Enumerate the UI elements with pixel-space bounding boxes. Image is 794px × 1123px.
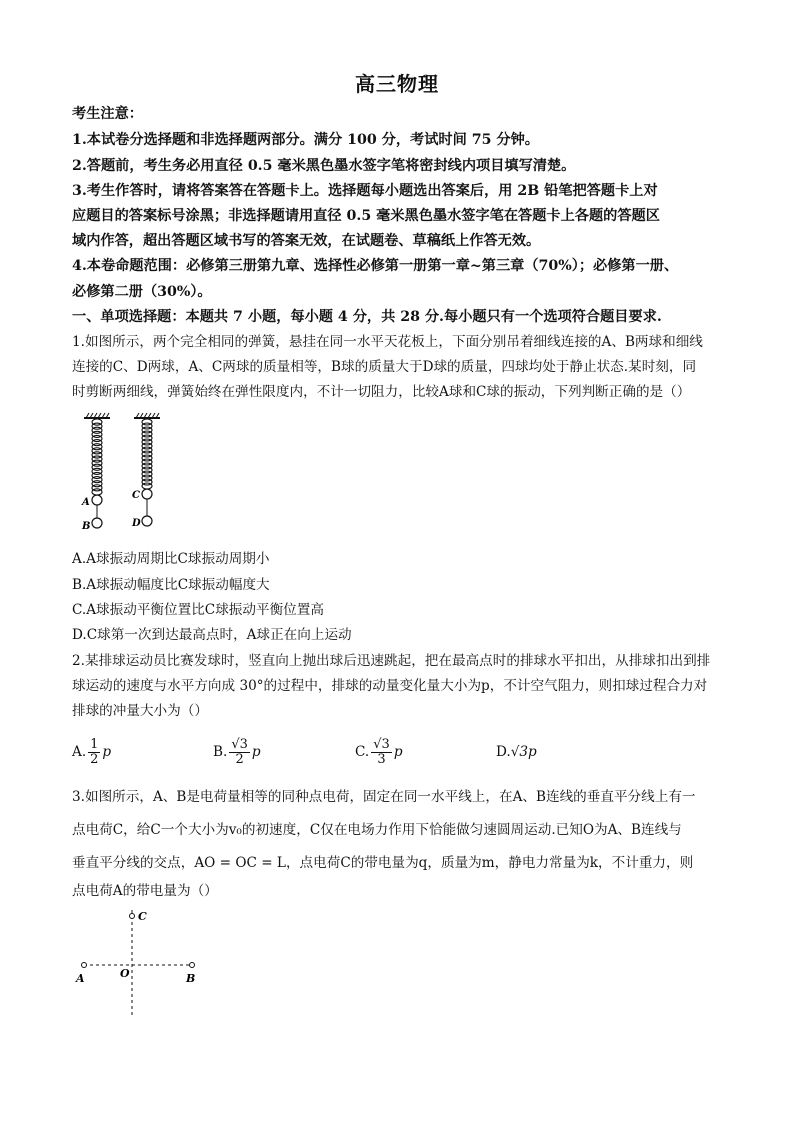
label-b: B bbox=[82, 521, 91, 532]
section-heading: 一、单项选择题：本题共 7 小题，每小题 4 分，共 28 分.每小题只有一个选项符合题目要求. bbox=[72, 309, 662, 325]
question-text-line: 球运动的速度与水平方向成 30°的过程中，排球的动量变化量大小为p，不计空气阻力，则扣球过程合力对 bbox=[72, 678, 708, 694]
charge-diagram bbox=[74, 906, 204, 1021]
label-a: A bbox=[76, 972, 85, 985]
label-c: C bbox=[132, 490, 140, 501]
label-d: D bbox=[132, 518, 141, 529]
note-line: 域内作答，超出答题区域书写的答案无效，在试题卷、草稿纸上作答无效。 bbox=[72, 233, 541, 249]
question-text-line: 3.如图所示，A、B是电荷量相等的同种点电荷，固定在同一水平线上，在A、B连线的垂直平分线上有一 bbox=[72, 789, 696, 805]
answer-option-d: D.C球第一次到达最高点时，A球正在向上运动 bbox=[72, 627, 352, 643]
label-a: A bbox=[82, 497, 90, 508]
page-title: 高三物理 bbox=[355, 72, 439, 96]
label-b: B bbox=[186, 972, 196, 985]
spring-coil bbox=[142, 483, 152, 489]
label-o: O bbox=[120, 967, 130, 980]
label-c: C bbox=[138, 910, 147, 923]
note-line: 必修第二册（30%）。 bbox=[72, 284, 212, 300]
note-line: 3.考生作答时，请将答案答在答题卡上。选择题每小题选出答案后，用 2B 铅笔把答题卡上对 bbox=[72, 183, 658, 199]
answer-option-b: B.A球振动幅度比C球振动幅度大 bbox=[72, 577, 270, 593]
note-line: 1.本试卷分选择题和非选择题两部分。满分 100 分，考试时间 75 分钟。 bbox=[72, 132, 539, 148]
note-line: 2.答题前，考生务必用直径 0.5 毫米黑色墨水签字笔将密封线内项目填写清楚。 bbox=[72, 158, 576, 174]
question-text-line: 点电荷C，给C一个大小为v₀的初速度，C仅在电场力作用下恰能做匀速圆周运动.已知O为A、B连线与 bbox=[72, 822, 682, 838]
answer-option-d: D.√3p bbox=[496, 744, 537, 760]
answer-option-c: C.A球振动平衡位置比C球振动平衡位置高 bbox=[72, 602, 324, 618]
question-text-line: 2.某排球运动员比赛发球时，竖直向上抛出球后迅速跳起，把在最高点时的排球水平扣出，从排球扣出到排 bbox=[72, 653, 711, 669]
spring-diagram bbox=[78, 412, 168, 537]
question-text-line: 排球的冲量大小为（） bbox=[72, 703, 208, 719]
question-text-line: 连接的C、D两球，A、C两球的质量相等，B球的质量大于D球的质量，四球均处于静止状态.某时刻，同 bbox=[72, 359, 697, 375]
question-text-line: 点电荷A的带电量为（） bbox=[72, 883, 218, 899]
question-text-line: 时剪断两细线，弹簧始终在弹性限度内，不计一切阻力，比较A球和C球的振动，下列判断正确的是（） bbox=[72, 384, 691, 400]
note-line: 应题目的答案标号涂黑；非选择题请用直径 0.5 毫米黑色墨水签字笔在答题卡上各题的答题区 bbox=[72, 208, 660, 224]
answer-option-a: A. $\frac{1}{2}$ p bbox=[72, 737, 112, 767]
answer-option-b: B. $\frac{√3}{2}$ p bbox=[213, 737, 261, 767]
notes-heading: 考生注意： bbox=[72, 106, 143, 122]
note-line: 4.本卷命题范围：必修第三册第九章、选择性必修第一册第一章~第三章（70%）；必修第一册、 bbox=[72, 258, 679, 274]
spring-coil bbox=[92, 489, 102, 495]
question-text-line: 1.如图所示，两个完全相同的弹簧，悬挂在同一水平天花板上，下面分别吊着细线连接的A、B两球和细线 bbox=[72, 334, 703, 350]
answer-option-a: A.A球振动周期比C球振动周期小 bbox=[72, 551, 270, 567]
question-text-line: 垂直平分线的交点，AO = OC = L，点电荷C的带电量为q，质量为m，静电力常量为k，不计重力，则 bbox=[72, 855, 694, 871]
answer-option-c: C. $\frac{√3}{3}$ p bbox=[355, 737, 403, 767]
